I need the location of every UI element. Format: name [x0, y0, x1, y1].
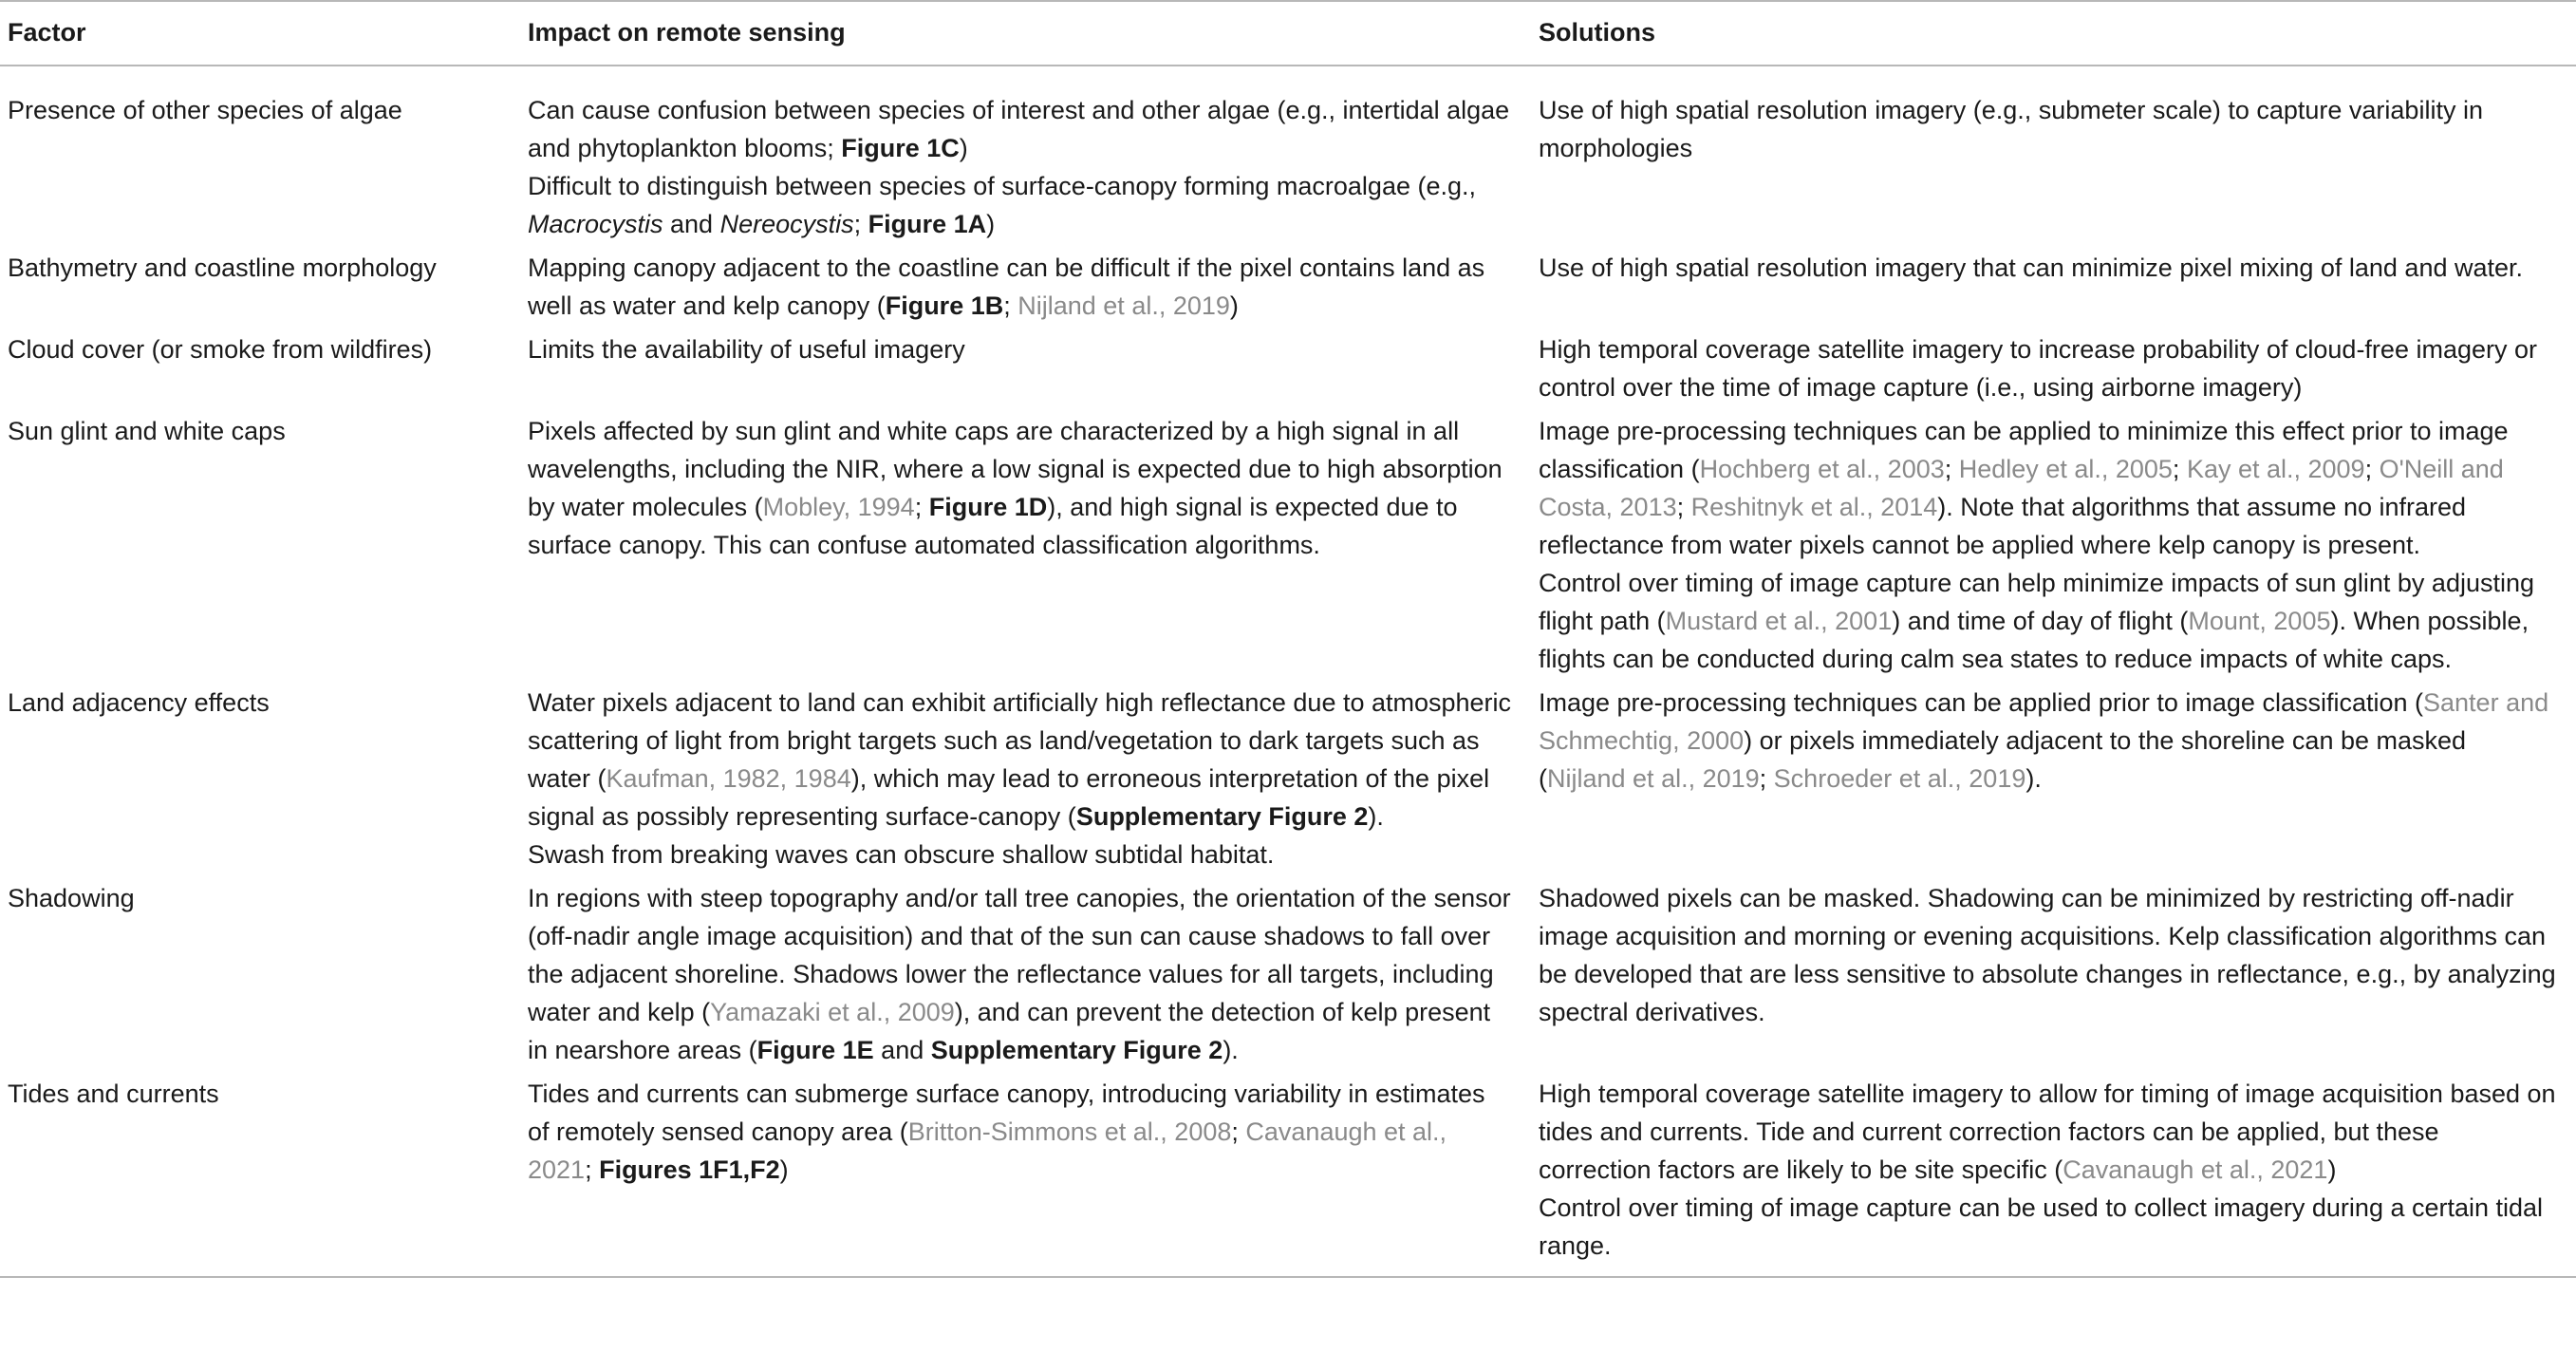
- table-body: [0, 66, 2576, 1277]
- text-segment: ;: [585, 1155, 600, 1184]
- table-header-row: [0, 1, 2576, 66]
- text-segment: ): [2327, 1155, 2337, 1184]
- text-segment: ;: [1231, 1117, 1246, 1146]
- factor-cell: Shadowing: [8, 884, 135, 912]
- impact-paragraph: [528, 412, 1512, 564]
- header-solutions: Solutions: [1531, 1, 2576, 66]
- factor-cell: Presence of other species of algae: [8, 96, 402, 124]
- figure-reference[interactable]: Figure 1D: [928, 493, 1048, 521]
- text-segment: ).: [2025, 764, 2042, 793]
- header-impact: Impact on remote sensing: [520, 1, 1531, 66]
- header-factor: Factor: [0, 1, 520, 66]
- table-row: [0, 684, 2576, 879]
- impact-cell: [520, 879, 1531, 1075]
- impact-cell: [520, 1075, 1531, 1277]
- impact-paragraph: [528, 879, 1512, 1069]
- text-segment: ), and can prevent the detection of kelp present in nearshore areas (: [528, 998, 1491, 1064]
- figure-reference[interactable]: Figures 1F1,F2: [599, 1155, 780, 1184]
- text-segment: Use of high spatial resolution imagery (e.g., submeter scale) to capture variability in morphologies: [1539, 96, 2483, 162]
- text-segment: ;: [1676, 493, 1691, 521]
- species-name: Nereocystis: [719, 210, 854, 238]
- table-row: [0, 1075, 2576, 1277]
- citation-link[interactable]: Britton-Simmons et al., 2008: [907, 1117, 1232, 1146]
- text-segment: ).: [1368, 802, 1384, 831]
- citation-link[interactable]: O'Neill and Costa, 2013: [1539, 455, 2504, 521]
- text-segment: High temporal coverage satellite imagery to increase probability of cloud-free imagery or control over the time of image capture (i.e., using airborne imagery): [1539, 335, 2537, 402]
- text-segment: Can cause confusion between species of interest and other algae (e.g., intertidal algae and phytoplankton blooms;: [528, 96, 1510, 162]
- impact-cell: [520, 412, 1531, 684]
- factor-cell: Bathymetry and coastline morphology: [8, 254, 437, 282]
- solutions-cell: [1531, 879, 2576, 1075]
- impact-cell: [520, 330, 1531, 412]
- citation-link[interactable]: Santer and Schmechtig, 2000: [1539, 688, 2549, 755]
- citation-link[interactable]: Nijland et al., 2019: [1017, 291, 1230, 320]
- text-segment: Water pixels adjacent to land can exhibit artificially high reflectance due to atmospheric scattering of light from bright targets such as land/vegetation to dark targets such as water (: [528, 688, 1512, 793]
- text-segment: Image pre-processing techniques can be applied prior to image classification (: [1539, 688, 2424, 717]
- table-row: [0, 879, 2576, 1075]
- text-segment: Limits the availability of useful imagery: [528, 335, 965, 364]
- text-segment: Control over timing of image capture can be used to collect imagery during a certain tidal range.: [1539, 1193, 2544, 1260]
- text-segment: ;: [1003, 291, 1018, 320]
- solutions-paragraph: [1539, 1189, 2557, 1265]
- figure-reference[interactable]: Figure 1B: [885, 291, 1004, 320]
- figure-reference[interactable]: Figure 1E: [756, 1036, 874, 1064]
- text-segment: Mapping canopy adjacent to the coastline can be difficult if the pixel contains land as well as water and kelp canopy (: [528, 254, 1485, 320]
- text-segment: Difficult to distinguish between species of surface-canopy forming macroalgae (e.g.,: [528, 172, 1477, 200]
- text-segment: High temporal coverage satellite imagery to allow for timing of image acquisition based on tides and currents. Tide and current correction factors can be applied, but these correction factors are likely to be site specific (: [1539, 1080, 2556, 1184]
- text-segment: ;: [853, 210, 868, 238]
- citation-link[interactable]: Kay et al., 2009: [2186, 455, 2365, 483]
- text-segment: and: [873, 1036, 931, 1064]
- citation-link[interactable]: Cavanaugh et al., 2021: [2063, 1155, 2328, 1184]
- text-segment: Tides and currents can submerge surface canopy, introducing variability in estimates of remotely sensed canopy area (: [528, 1080, 1485, 1146]
- citation-link[interactable]: Hochberg et al., 2003: [1699, 455, 1945, 483]
- citation-link[interactable]: Cavanaugh et al., 2021: [528, 1117, 1447, 1184]
- solutions-cell: [1531, 66, 2576, 249]
- impact-paragraph: [528, 684, 1512, 836]
- citation-link[interactable]: Reshitnyk et al., 2014: [1690, 493, 1938, 521]
- text-segment: ), and high signal is expected due to surface canopy. This can confuse automated classification algorithms.: [528, 493, 1458, 559]
- text-segment: ;: [1759, 764, 1774, 793]
- impact-paragraph: [528, 167, 1512, 243]
- table-row: [0, 249, 2576, 330]
- citation-link[interactable]: Nijland et al., 2019: [1547, 764, 1760, 793]
- impact-cell: [520, 66, 1531, 249]
- citation-link[interactable]: Mobley, 1994: [762, 493, 915, 521]
- text-segment: ). When possible, flights can be conducted during calm sea states to reduce impacts of white caps.: [1539, 607, 2529, 673]
- text-segment: ) or pixels immediately adjacent to the shoreline can be masked (: [1539, 726, 2467, 793]
- text-segment: ) and time of day of flight (: [1892, 607, 2189, 635]
- solutions-paragraph: [1539, 91, 2557, 167]
- solutions-cell: [1531, 412, 2576, 684]
- solutions-cell: [1531, 1075, 2576, 1277]
- impact-paragraph: [528, 249, 1512, 325]
- text-segment: ). Note that algorithms that assume no infrared reflectance from water pixels cannot be applied where kelp canopy is present.: [1539, 493, 2467, 559]
- solutions-cell: [1531, 330, 2576, 412]
- impact-cell: [520, 684, 1531, 879]
- text-segment: ), which may lead to erroneous interpretation of the pixel signal as possibly representing surface-canopy (: [528, 764, 1490, 831]
- text-segment: Image pre-processing techniques can be applied to minimize this effect prior to image classification (: [1539, 417, 2509, 483]
- text-segment: ): [986, 210, 996, 238]
- solutions-cell: [1531, 684, 2576, 879]
- factor-cell: Cloud cover (or smoke from wildfires): [8, 335, 433, 364]
- text-segment: ): [1229, 291, 1239, 320]
- impact-paragraph: [528, 1075, 1512, 1189]
- table-row: [0, 330, 2576, 412]
- citation-link[interactable]: Yamazaki et al., 2009: [710, 998, 955, 1026]
- citation-link[interactable]: Kaufman, 1982, 1984: [606, 764, 851, 793]
- solutions-paragraph: [1539, 412, 2557, 564]
- solutions-paragraph: [1539, 330, 2557, 406]
- solutions-paragraph: [1539, 1075, 2557, 1189]
- solutions-cell: [1531, 249, 2576, 330]
- text-segment: ): [959, 134, 968, 162]
- text-segment: ): [779, 1155, 789, 1184]
- text-segment: and: [663, 210, 720, 238]
- citation-link[interactable]: Schroeder et al., 2019: [1773, 764, 2026, 793]
- table-row: [0, 412, 2576, 684]
- text-segment: ).: [1223, 1036, 1239, 1064]
- factor-cell: Sun glint and white caps: [8, 417, 286, 445]
- text-segment: In regions with steep topography and/or tall tree canopies, the orientation of the sensor (off-nadir angle image acquisition) and that of the sun can cause shadows to fall over the adjacent shoreline. Shadows lower the reflectance values for all targets, including water and kelp (: [528, 884, 1511, 1026]
- citation-link[interactable]: Mount, 2005: [2188, 607, 2331, 635]
- text-segment: Control over timing of image capture can help minimize impacts of sun glint by adjusting flight path (: [1539, 569, 2535, 635]
- solutions-paragraph: [1539, 684, 2557, 798]
- factor-cell: Tides and currents: [0, 1075, 520, 1277]
- text-segment: ;: [1944, 455, 1959, 483]
- text-segment: Swash from breaking waves can obscure shallow subtidal habitat.: [528, 840, 1275, 869]
- figure-reference[interactable]: Figure 1C: [841, 134, 960, 162]
- text-segment: ;: [2172, 455, 2187, 483]
- factor-cell: Land adjacency effects: [8, 688, 270, 717]
- text-segment: Pixels affected by sun glint and white caps are characterized by a high signal in all wavelengths, including the NIR, where a low signal is expected due to high absorption by water molecules (: [528, 417, 1503, 521]
- text-segment: ;: [2364, 455, 2380, 483]
- figure-reference[interactable]: Figure 1A: [868, 210, 987, 238]
- solutions-paragraph: [1539, 564, 2557, 678]
- citation-link[interactable]: Mustard et al., 2001: [1665, 607, 1893, 635]
- species-name: Macrocystis: [528, 210, 663, 238]
- text-segment: Use of high spatial resolution imagery that can minimize pixel mixing of land and water.: [1539, 254, 2524, 282]
- solutions-paragraph: [1539, 249, 2557, 287]
- figure-reference[interactable]: Supplementary Figure 2: [1075, 802, 1369, 831]
- text-segment: ;: [914, 493, 929, 521]
- impact-paragraph: [528, 836, 1512, 873]
- table-row: [0, 66, 2576, 249]
- citation-link[interactable]: Hedley et al., 2005: [1958, 455, 2173, 483]
- impact-paragraph: [528, 330, 1512, 368]
- text-segment: Shadowed pixels can be masked. Shadowing can be minimized by restricting off-nadir image acquisition and morning or evening acquisitions. Kelp classification algorithms can be developed that are less sensitive to absolute changes in reflectance, e.g., by analyzing spectral derivatives.: [1539, 884, 2556, 1026]
- solutions-paragraph: [1539, 879, 2557, 1031]
- impact-cell: [520, 249, 1531, 330]
- impact-paragraph: [528, 91, 1512, 167]
- figure-reference[interactable]: Supplementary Figure 2: [930, 1036, 1223, 1064]
